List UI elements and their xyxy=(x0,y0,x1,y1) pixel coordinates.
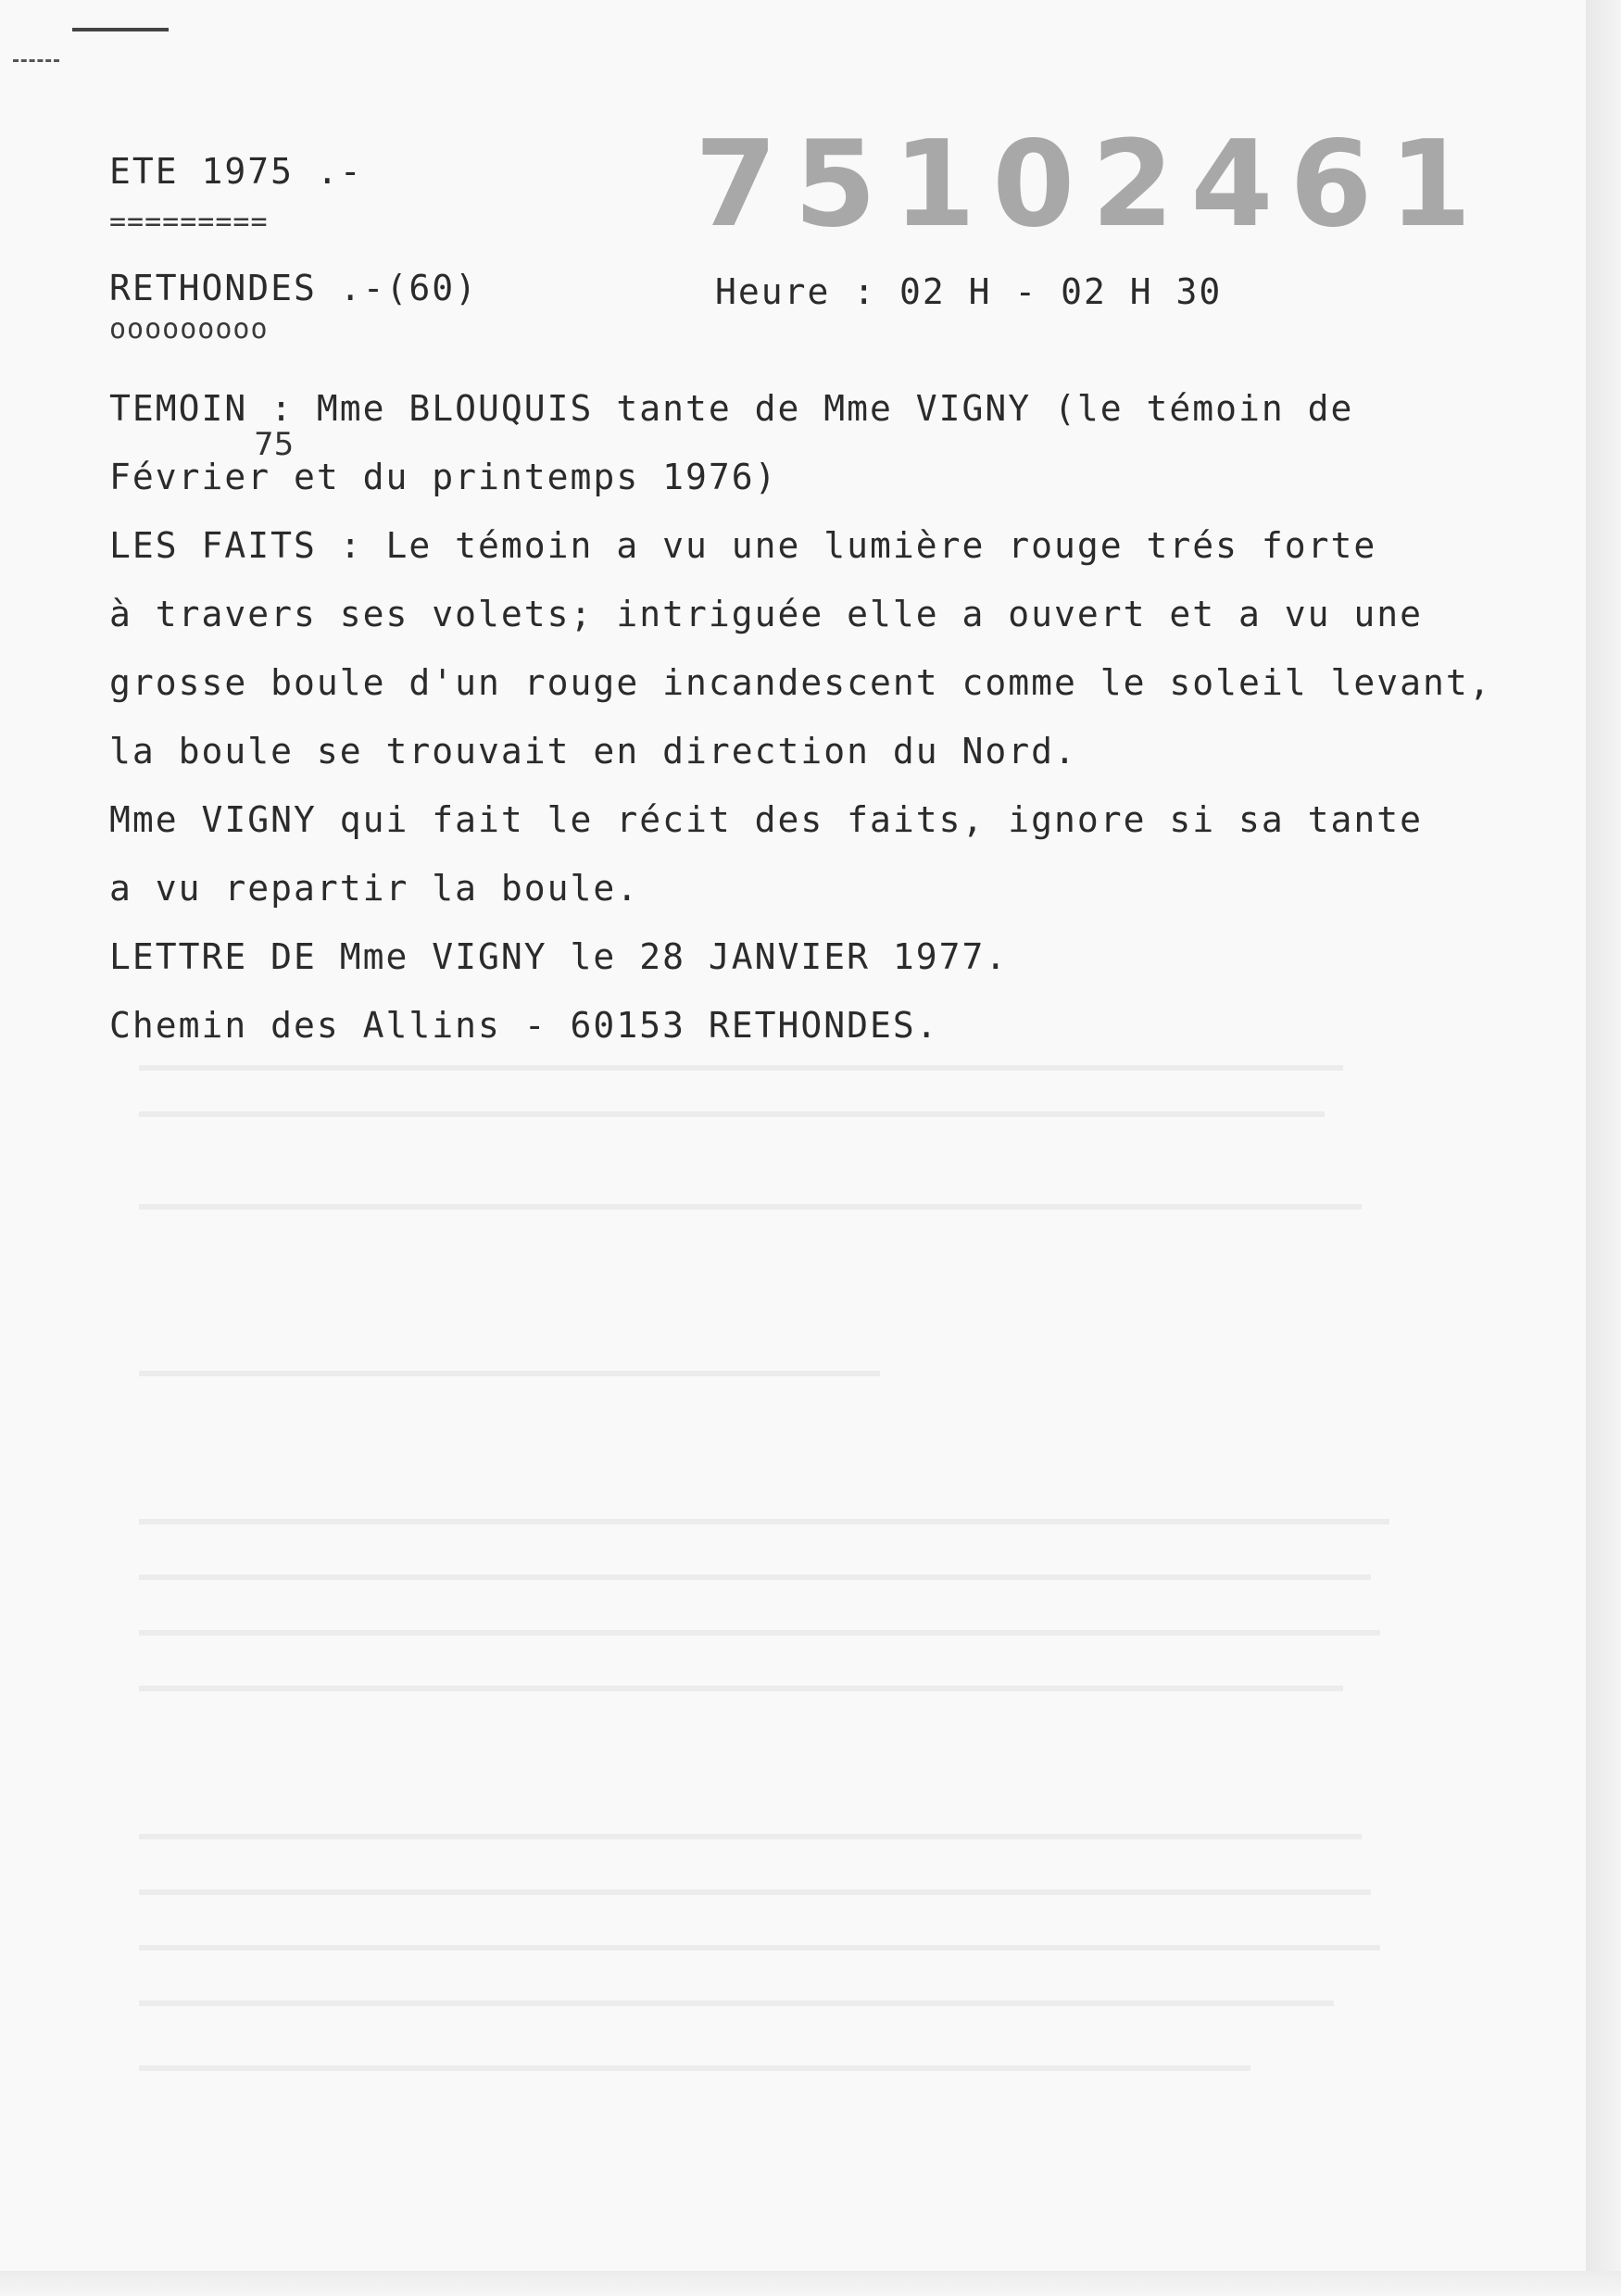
body-line: LES FAITS : Le témoin a vu une lumière rouge trés forte xyxy=(109,525,1377,566)
handwritten-note: 75 xyxy=(254,426,295,463)
show-through-line xyxy=(139,1686,1343,1691)
show-through-line xyxy=(139,1834,1362,1839)
body-line: à travers ses volets; intriguée elle a ouvert et a vu une xyxy=(109,594,1424,634)
body-line: Mme VIGNY qui fait le récit des faits, ignore si sa tante xyxy=(109,799,1424,840)
show-through-line xyxy=(139,2001,1334,2006)
file-number-stamp: 75102461 xyxy=(695,116,1489,254)
corner-dash xyxy=(13,59,59,65)
show-through-line xyxy=(139,1519,1389,1524)
show-through-line xyxy=(139,2065,1250,2071)
page-edge-right xyxy=(1586,0,1621,2296)
location-heading: RETHONDES .-(60) xyxy=(109,268,479,308)
body-line: Chemin des Allins - 60153 RETHONDES. xyxy=(109,1005,939,1046)
body-line: Février et du printemps 1976) xyxy=(109,457,778,497)
time-range: Heure : 02 H - 02 H 30 xyxy=(715,271,1223,312)
body-line: grosse boule d'un rouge incandescent comme le soleil levant, xyxy=(109,662,1492,703)
show-through-line xyxy=(139,1630,1380,1636)
show-through-line xyxy=(139,1575,1371,1580)
show-through-line xyxy=(139,1945,1380,1951)
body-line: la boule se trouvait en direction du Nord. xyxy=(109,731,1077,772)
show-through-line xyxy=(139,1111,1325,1117)
location-underline: ooooooooo xyxy=(109,313,269,345)
body-line: TEMOIN : Mme BLOUQUIS tante de Mme VIGNY (le témoin de xyxy=(109,388,1354,429)
page-edge-bottom xyxy=(0,2271,1621,2296)
show-through-line xyxy=(139,1889,1371,1895)
season-underline: ========= xyxy=(109,206,269,238)
season-heading: ETE 1975 .- xyxy=(109,151,363,192)
show-through-line xyxy=(139,1371,880,1376)
body-line: a vu repartir la boule. xyxy=(109,868,640,909)
show-through-line xyxy=(139,1065,1343,1071)
body-line: LETTRE DE Mme VIGNY le 28 JANVIER 1977. xyxy=(109,936,1009,977)
corner-mark xyxy=(72,28,169,31)
show-through-line xyxy=(139,1204,1362,1210)
